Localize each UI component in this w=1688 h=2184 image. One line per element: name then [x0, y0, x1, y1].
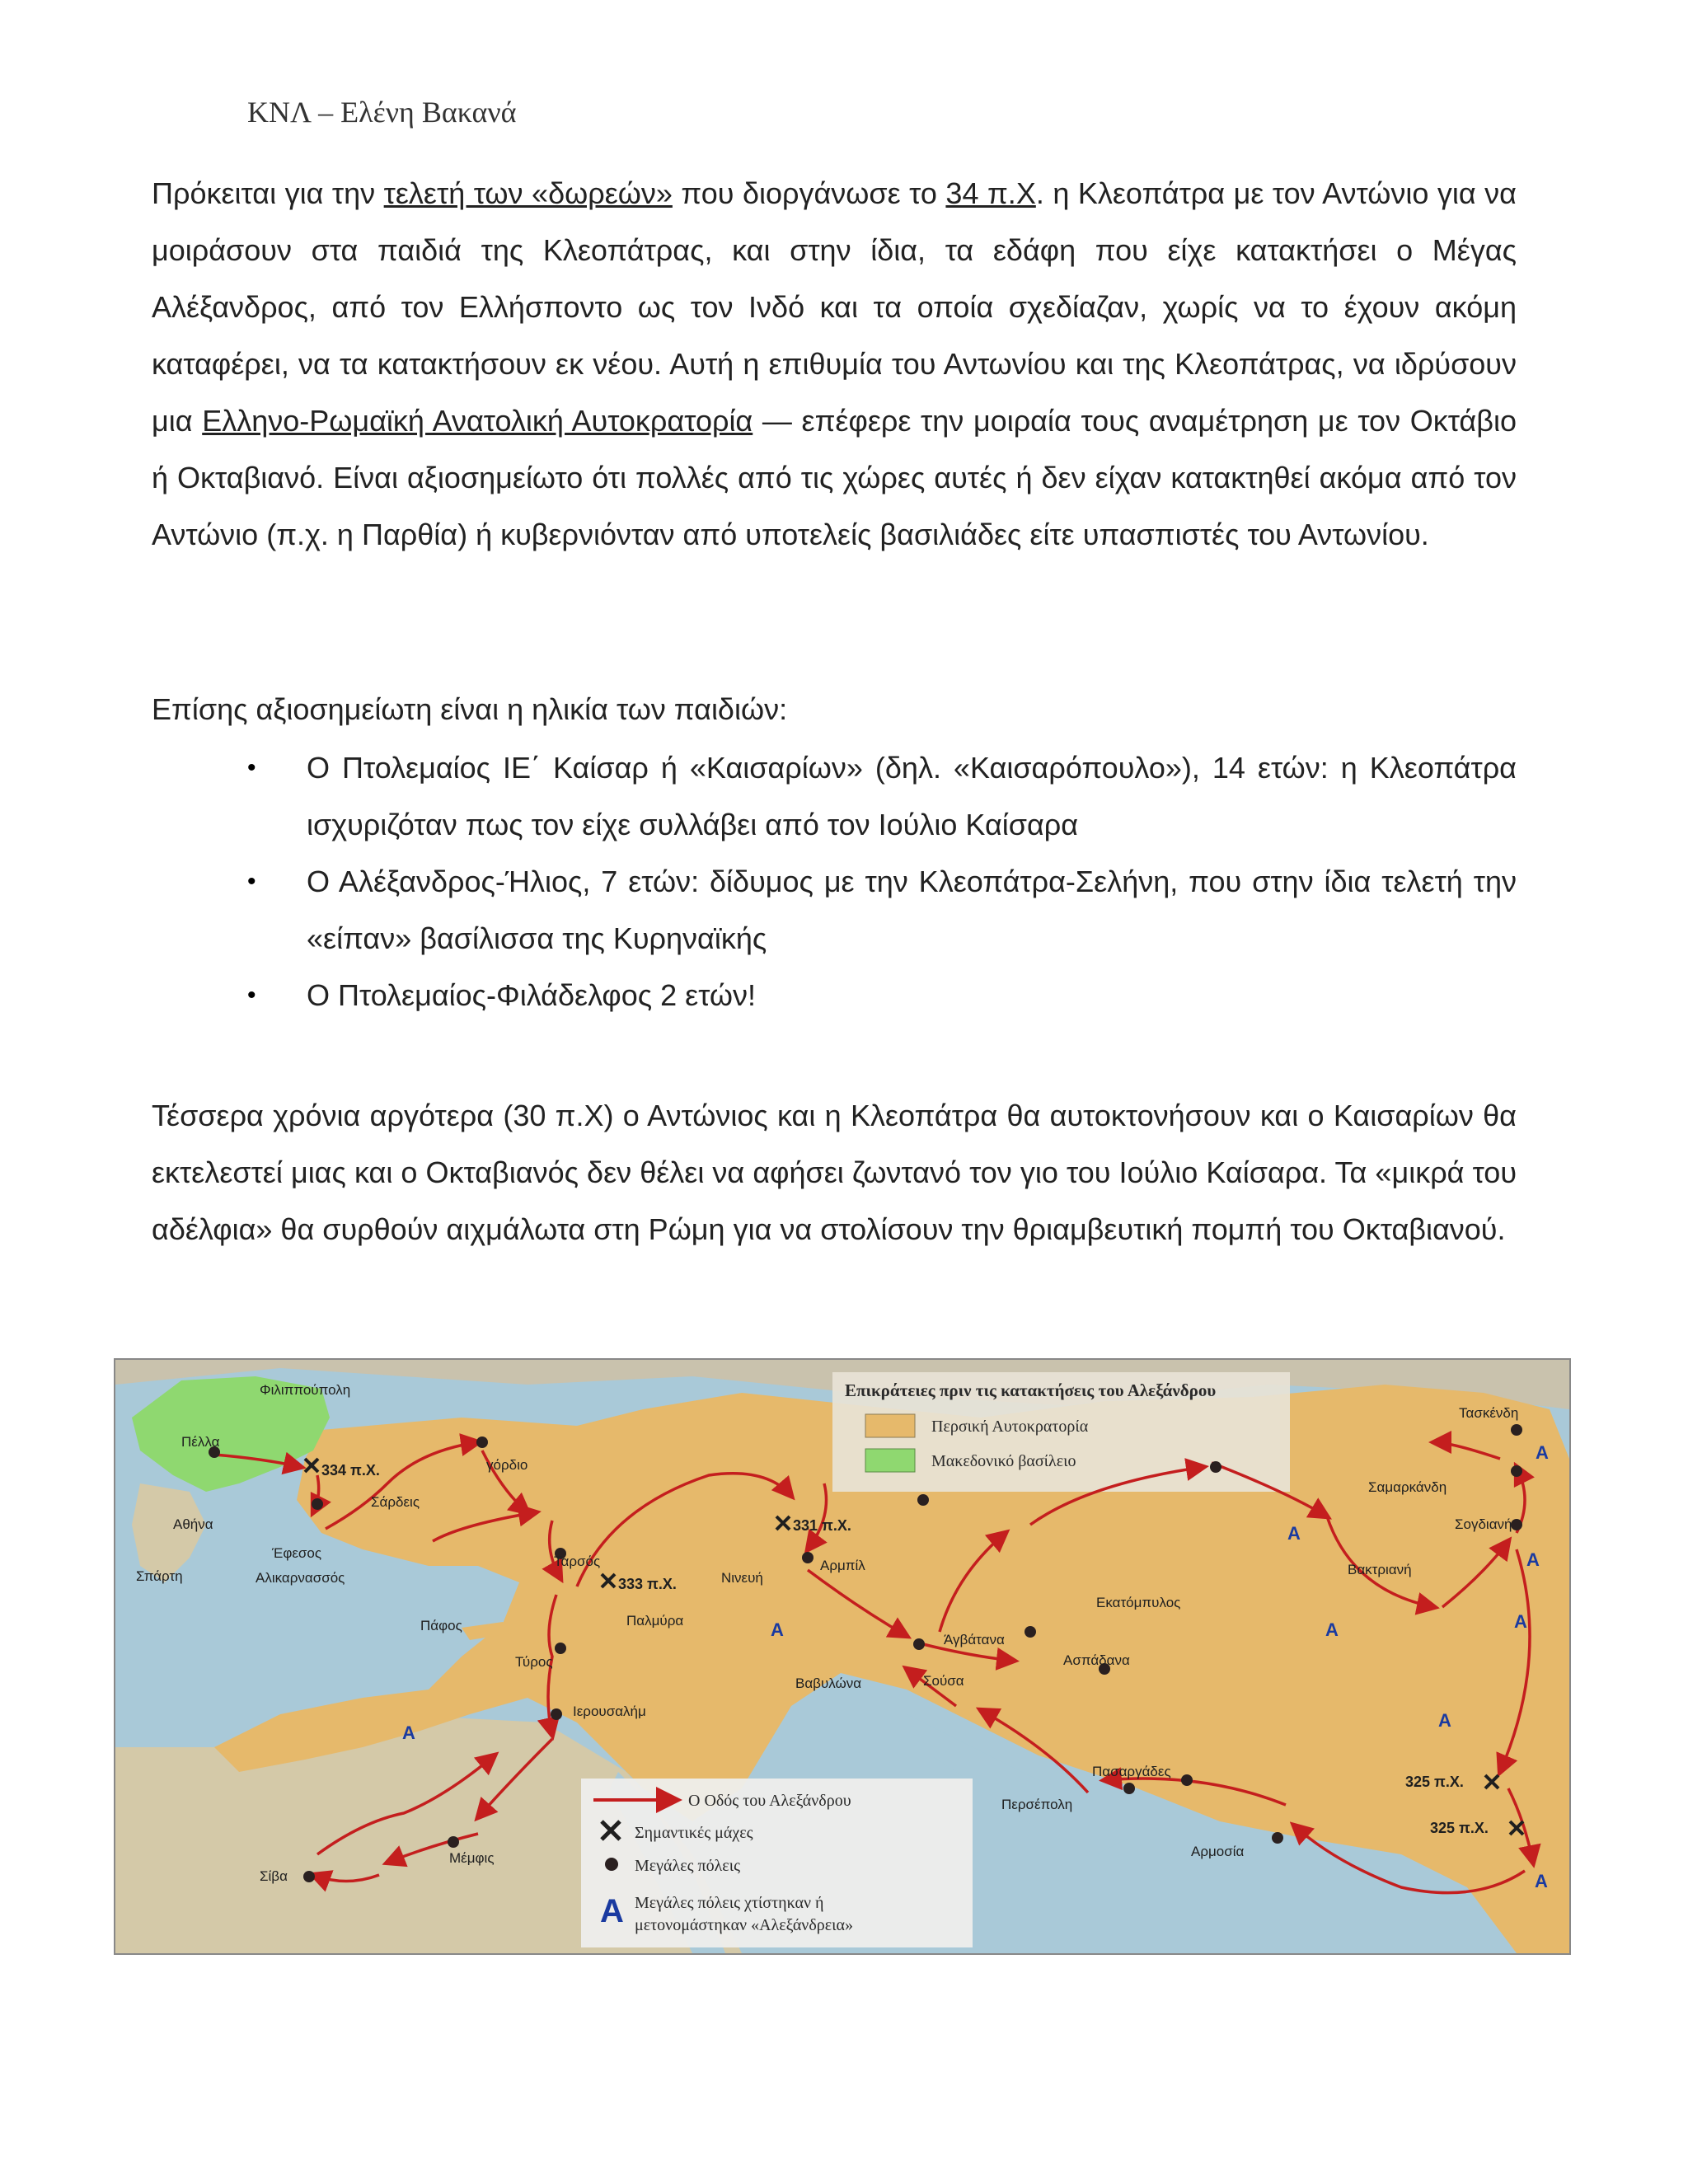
- city-dot-agvatana: [1025, 1626, 1036, 1638]
- city-label-tarsos: Ταρσός: [554, 1554, 601, 1569]
- city-label-sogdiani: Σογδιανή: [1455, 1516, 1512, 1532]
- city-dot-tyros: [555, 1643, 566, 1654]
- city-label-persepoli: Περσέπολη: [1001, 1797, 1073, 1812]
- paragraph-children-intro: Επίσης αξιοσημείωτη είναι η ηλικία των παιδιών:: [152, 692, 788, 726]
- link-empire[interactable]: Ελληνο-Ρωμαϊκή Ανατολική Αυτοκρατορία: [202, 404, 753, 438]
- city-label-siva: Σίβα: [260, 1868, 288, 1884]
- document-header: ΚΝΛ – Ελένη Βακανά: [247, 96, 517, 129]
- map-svg: [115, 1360, 1569, 1953]
- city-dot-arvila: [917, 1494, 929, 1506]
- city-label-sparti: Σπάρτη: [136, 1568, 183, 1584]
- city-label-aspadana: Ασπάδανα: [1063, 1652, 1130, 1668]
- legend-persian-label: Περσική Αυτοκρατορία: [931, 1418, 1089, 1436]
- legend-macedonia-swatch: [865, 1449, 915, 1472]
- city-label-athina: Αθήνα: [173, 1516, 213, 1532]
- legend-alexandria-icon: A: [600, 1893, 624, 1929]
- p1-text-1: Πρόκειται για την: [152, 176, 384, 210]
- p1-text-4: — επέφερε την μοιραία τους αναμέτρηση με τον Οκτάβιο ή Οκταβιανό. Είναι αξιοσημείωτο ότι πολλές από τις χώρες αυτές ή δεν είχαν κατακτηθεί ακόμα από τον Αντώνιο (π.χ. η Παρθία) ή κυβερνιόνταν από υποτελείς βασιλιάδες είτε υπασπιστές του Αντωνίου.: [152, 404, 1517, 551]
- city-label-gordio: γόρδιο: [486, 1457, 528, 1473]
- city-label-sousa: Σούσα: [923, 1673, 964, 1689]
- city-dot-siva: [303, 1871, 315, 1882]
- list-item-text: Ο Αλέξανδρος-Ήλιος, 7 ετών: δίδυμος με την Κλεοπάτρα-Σελήνη, που στην ίδια τελετή την «είπαν» βασίλισσα της Κυρηναϊκής: [307, 865, 1517, 955]
- legend-route-label: Ο Οδός του Αλεξάνδρου: [688, 1792, 851, 1810]
- alexandria-icon: A: [402, 1722, 415, 1743]
- city-label-taskenti: Τασκένδη: [1459, 1405, 1519, 1421]
- city-dot-pasargades: [1181, 1774, 1193, 1786]
- bullet-icon: •: [247, 754, 256, 781]
- legend-alexandria-label-2: μετονομάστηκαν «Αλεξάνδρεια»: [635, 1916, 853, 1934]
- city-label-ierousalim: Ιερουσαλήμ: [573, 1704, 646, 1719]
- city-dot-taskenti: [1511, 1424, 1522, 1436]
- list-item-text: Ο Πτολεμαίος ΙΕ΄ Καίσαρ ή «Καισαρίων» (δηλ. «Καισαρόπουλο»), 14 ετών: η Κλεοπάτρα ισχυριζόταν πως τον είχε συλλάβει από τον Ιούλιο Καίσαρα: [307, 751, 1517, 841]
- city-label-sardeis: Σάρδεις: [371, 1494, 420, 1510]
- battle-date-issos: 333 π.Χ.: [618, 1576, 677, 1592]
- city-dot-ekatompylos: [1210, 1461, 1221, 1473]
- alexandria-icon: A: [1514, 1611, 1527, 1632]
- alexander-campaign-map: [114, 1358, 1571, 1955]
- city-label-arvila: Αρμπίλ: [820, 1558, 865, 1573]
- bullet-icon: •: [247, 868, 256, 895]
- city-label-efesos: Έφεσος: [272, 1545, 322, 1561]
- legend-top-title: Επικράτειες πριν τις κατακτήσεις του Αλεξάνδρου: [845, 1380, 1217, 1400]
- alexandria-icon: A: [1535, 1871, 1548, 1891]
- list-item: [247, 853, 1517, 967]
- alexandria-icon: A: [1325, 1619, 1339, 1640]
- list-item-text: Ο Πτολεμαίος-Φιλάδελφος 2 ετών!: [307, 978, 757, 1012]
- city-dot-persepoli: [1123, 1783, 1135, 1794]
- city-label-palmyra: Παλμύρα: [626, 1613, 684, 1629]
- legend-macedonia-label: Μακεδονικό βασίλειο: [931, 1452, 1076, 1470]
- battle-date-india-1: 325 π.Χ.: [1405, 1774, 1464, 1790]
- city-label-agvatana: Άγβάτανα: [944, 1632, 1005, 1647]
- city-label-ekatompylos: Εκατόμπυλος: [1096, 1595, 1181, 1610]
- p1-text-3: . η Κλεοπάτρα με τον Αντώνιο για να μοιράσουν στα παιδιά της Κλεοπάτρας, και στην ίδια, τα εδάφη που είχε κατακτήσει ο Μέγας Αλέξανδρος, από τον Ελλήσποντο ως τον Ινδό και τα οποία σχεδίαζαν, χωρίς να το έχουν ακόμη καταφέρει, να τα κατακτήσουν εκ νέου. Αυτή η επιθυμία του Αντωνίου και της Κλεοπάτρας, να ιδρύσουν μια: [152, 176, 1517, 438]
- city-label-nineyi: Νινευή: [721, 1570, 763, 1586]
- city-label-armosia: Αρμοσία: [1191, 1844, 1245, 1859]
- city-label-samarkanti: Σαμαρκάνδη: [1368, 1479, 1447, 1495]
- alexandria-icon: A: [1438, 1710, 1451, 1731]
- city-dot-memfis: [448, 1836, 459, 1848]
- alexandria-icon: A: [1536, 1442, 1549, 1463]
- city-label-alikarnassos: Αλικαρνασσός: [256, 1570, 345, 1586]
- city-label-memfis: Μέμφις: [449, 1850, 495, 1866]
- legend-cities-label: Μεγάλες πόλεις: [635, 1857, 741, 1875]
- alexandria-icon: A: [1526, 1549, 1540, 1570]
- city-label-vavylona: Βαβυλώνα: [795, 1675, 862, 1691]
- city-dot-ierousalim: [551, 1708, 562, 1720]
- battle-date-gavgamila: 331 π.Χ.: [793, 1517, 851, 1534]
- legend-battles-label: Σημαντικές μάχες: [635, 1824, 753, 1842]
- children-list: [247, 739, 1517, 1024]
- list-item: [247, 739, 1517, 853]
- list-item: [247, 967, 1517, 1024]
- link-ceremony[interactable]: τελετή των «δωρεών»: [383, 176, 673, 210]
- battle-date-india-2: 325 π.Χ.: [1430, 1820, 1489, 1836]
- legend-persian-swatch: [865, 1414, 915, 1437]
- legend-city-dot: [605, 1858, 618, 1871]
- city-label-pella: Πέλλα: [181, 1434, 220, 1450]
- legend-alexandria-label-1: Μεγάλες πόλεις χτίστηκαν ή: [635, 1894, 824, 1912]
- city-dot-vavylona: [802, 1552, 814, 1563]
- p1-text-2: που διοργάνωσε το: [672, 176, 946, 210]
- alexandria-icon: A: [771, 1619, 784, 1640]
- city-dot-armosia: [1272, 1832, 1283, 1844]
- city-dot-gordio: [476, 1436, 488, 1448]
- city-label-filippoupoli: Φιλιππούπολη: [260, 1382, 351, 1398]
- city-label-pafos: Πάφος: [420, 1618, 462, 1633]
- city-label-pasargades: Πασαργάδες: [1092, 1764, 1171, 1779]
- city-dot-vaktriani: [1511, 1519, 1522, 1530]
- bullet-icon: •: [247, 982, 256, 1009]
- city-dot-sardeis: [312, 1498, 323, 1510]
- paragraph-donations: [152, 165, 1517, 563]
- battle-date-granikos: 334 π.Χ.: [321, 1462, 380, 1479]
- paragraph-aftermath: Τέσσερα χρόνια αργότερα (30 π.Χ) ο Αντώνιος και η Κλεοπάτρα θα αυτοκτονήσουν και ο Καισαρίων θα εκτελεστεί μιας και ο Οκταβιανός δεν θέλει να αφήσει ζωντανό τον γιο του Ιούλιο Καίσαρα. Τα «μικρά του αδέλφια» θα συρθούν αιχμάλωτα στη Ρώμη για να στολίσουν την θριαμβευτική πομπή του Οκταβιανού.: [152, 1099, 1517, 1246]
- city-label-vaktriani: Βακτριανή: [1348, 1562, 1412, 1577]
- alexandria-icon: A: [1287, 1523, 1301, 1544]
- city-label-tyros: Τύρος: [515, 1654, 553, 1670]
- city-dot-samarkanti: [1511, 1465, 1522, 1477]
- city-dot-sousa: [913, 1638, 925, 1650]
- link-year[interactable]: 34 π.Χ: [945, 176, 1036, 210]
